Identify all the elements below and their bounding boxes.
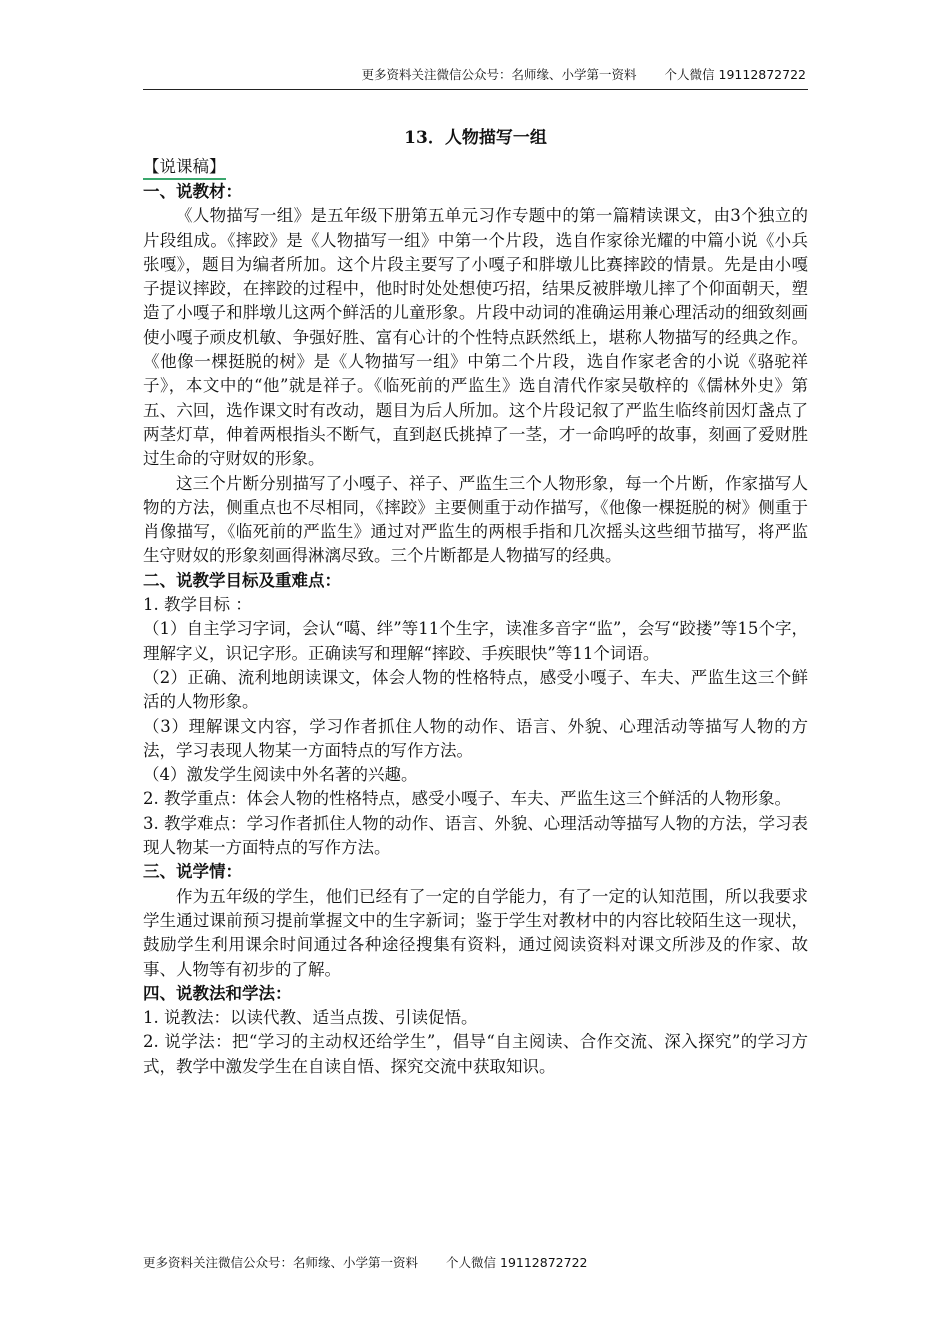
- footer-source: 更多资料关注微信公众号：名师缘、小学第一资料: [143, 1255, 419, 1270]
- key-point: 2. 教学重点：体会人物的性格特点，感受小嘎子、车夫、严监生这三个鲜活的人物形象。: [143, 789, 791, 809]
- header-wechat: 个人微信 19112872722: [664, 67, 806, 82]
- paragraph: 这三个片断分别描写了小嘎子、祥子、严监生三个人物形象，每一个片断，作家描写人物的方法，侧重点也不尽相同，《摔跤》主要侧重于动作描写，《他像一棵挺脱的树》侧重于肖像描写，《临死前的严监生》通过对严监生的两根手指和几次摇头这些细节描写，将严监生守财奴的形象刻画得淋漓尽致。三个片断都是人物描写的经典。: [143, 473, 808, 566]
- page-header: [143, 67, 808, 90]
- heading-students: 三、说学情：: [143, 862, 242, 882]
- paragraph: 作为五年级的学生，他们已经有了一定的自学能力，有了一定的认知范围，所以我要求学生通过课前预习提前掌握文中的生字新词；鉴于学生对教材中的内容比较陌生这一现状，鼓励学生利用课余时间通过各种途径搜集有资料，通过阅读资料对课文所涉及的作家、故事、人物等有初步的了解。: [143, 886, 808, 979]
- heading-methods: 四、说教法和学法：: [143, 983, 292, 1003]
- header-text: [362, 67, 806, 83]
- header-source: 更多资料关注微信公众号：名师缘、小学第一资料: [361, 67, 637, 82]
- goal-item: （4）激发学生阅读中外名著的兴趣。: [143, 765, 418, 785]
- paragraph: 《人物描写一组》是五年级下册第五单元习作专题中的第一篇精读课文，由3个独立的片段组成。《摔跤》是《人物描写一组》中第一个片段，选自作家徐光耀的中篇小说《小兵张嘎》，题目为编者所加。这个片段主要写了小嘎子和胖墩儿比赛摔跤的情景。先是由小嘎子提议摔跤，在摔跤的过程中，他时时处处想使巧招，结果反被胖墩儿摔了个仰面朝天，塑造了小嘎子和胖墩儿这两个鲜活的儿童形象。片段中动词的准确运用兼心理活动的细致刻画使小嘎子顽皮机敏、争强好胜、富有心计的个性特点跃然纸上，堪称人物描写的经典之作。《他像一棵挺脱的树》是《人物描写一组》中第二个片段，选自作家老舍的小说《骆驼祥子》，本文中的“他”就是祥子。《临死前的严监生》选自清代作家吴敬梓的《儒林外史》第五、六回，选作课文时有改动，题目为后人所加。这个片段记叙了严监生临终前因灯盏点了两茎灯草，伸着两根指头不断气，直到赵氏挑掉了一茎，才一命呜呼的故事，刻画了爱财胜过生命的守财奴的形象。: [143, 206, 808, 469]
- document-body: [143, 124, 808, 1079]
- goal-item: （1）自主学习字词，会认“噶、绊”等11个生字，读准多音字“监”，会写“跤搂”等15个字，理解字义，识记字形。正确读写和理解“摔跤、手疾眼快”等11个词语。: [143, 619, 808, 663]
- document-title: 13．人物描写一组: [404, 128, 547, 148]
- goal-item: （2）正确、流利地朗读课文，体会人物的性格特点，感受小嘎子、车夫、严监生这三个鲜活的人物形象。: [143, 667, 808, 712]
- goal-item: （3）理解课文内容，学习作者抓住人物的动作、语言、外貌、心理活动等描写人物的方法，学习表现人物某一方面特点的写作方法。: [143, 716, 808, 760]
- section-tag: 【说课稿】: [143, 156, 226, 180]
- page-footer: [143, 1253, 587, 1271]
- difficult-point: 3. 教学难点：学习作者抓住人物的动作、语言、外貌、心理活动等描写人物的方法，学习表现人物某一方面特点的写作方法。: [143, 813, 808, 858]
- learning-method: 2. 说学法：把“学习的主动权还给学生”，倡导“自主阅读、合作交流、深入探究”的学习方式，教学中激发学生在自读自悟、探究交流中获取知识。: [143, 1032, 808, 1076]
- heading-textbook: 一、说教材：: [143, 182, 242, 201]
- goal-label: 1. 教学目标 ：: [143, 595, 252, 615]
- heading-goals: 二、说教学目标及重难点：: [143, 570, 341, 590]
- footer-wechat: 个人微信 19112872722: [446, 1255, 588, 1270]
- teaching-method: 1. 说教法：以读代教、适当点拨、引读促悟。: [143, 1008, 478, 1028]
